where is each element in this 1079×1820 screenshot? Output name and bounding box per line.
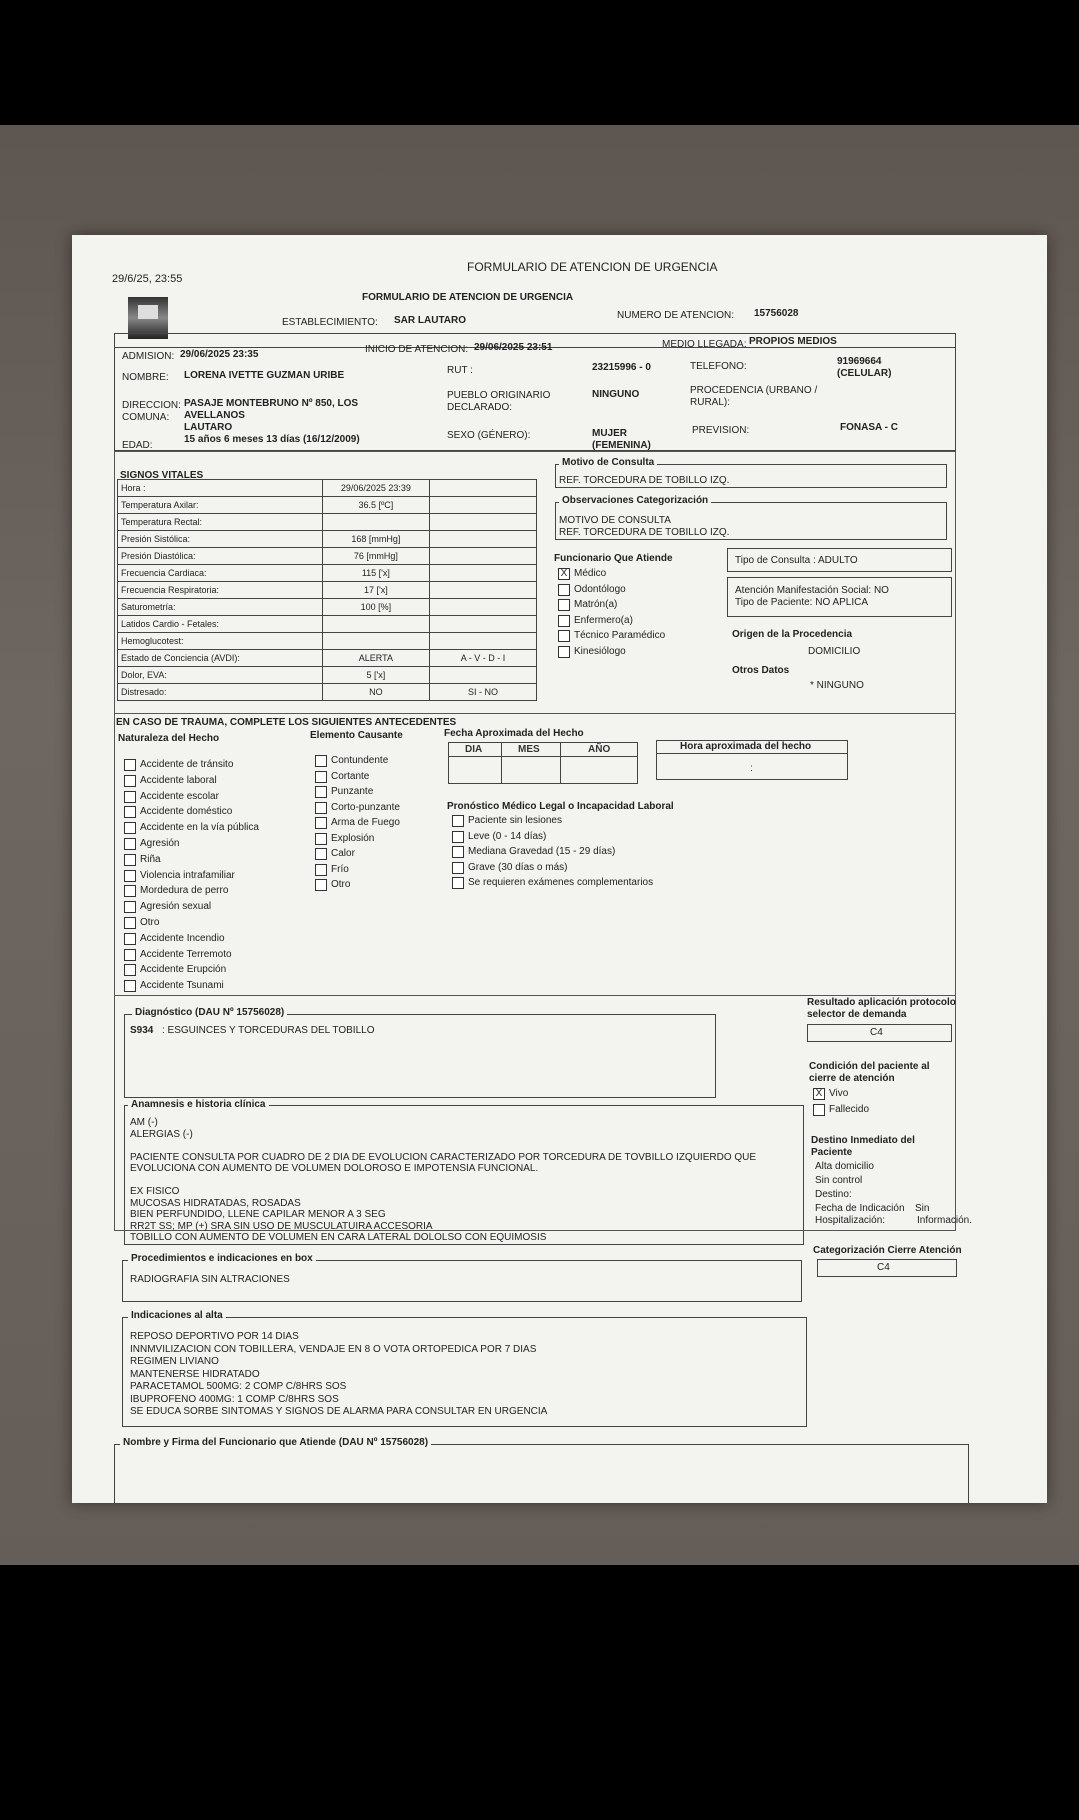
pronostico-label: Leve (0 - 14 días) xyxy=(468,830,547,842)
signos-row xyxy=(118,684,537,701)
destino-line5a: Hospitalización: xyxy=(815,1215,886,1226)
funcionario-checkbox[interactable] xyxy=(558,599,570,611)
divider xyxy=(114,713,956,714)
hora-value: : xyxy=(750,763,753,774)
sexo-value-2: (FEMENINA) xyxy=(592,440,651,451)
signos-value xyxy=(322,514,429,531)
funcionario-checkbox[interactable]: X xyxy=(558,568,570,580)
funcionario-label: Odontólogo xyxy=(574,583,626,595)
naturaleza-checkbox[interactable] xyxy=(124,980,136,992)
divider xyxy=(560,742,561,784)
sexo-label: SEXO (GÉNERO): xyxy=(447,430,531,441)
elemento-checkbox[interactable] xyxy=(315,771,327,783)
funcionario-checkbox[interactable] xyxy=(558,615,570,627)
pronostico-label: Grave (30 días o más) xyxy=(468,861,568,873)
urgency-form-paper xyxy=(72,235,1047,1503)
naturaleza-checkbox[interactable] xyxy=(124,885,136,897)
elemento-label: Punzante xyxy=(331,786,374,797)
signos-value: 115 ['x] xyxy=(322,565,429,582)
atencion-social: Atención Manifestación Social: NO xyxy=(735,585,889,596)
signos-value xyxy=(429,667,536,684)
destino-title-1: Destino Inmediato del xyxy=(811,1135,915,1146)
elemento-checkbox[interactable] xyxy=(315,833,327,845)
signos-value xyxy=(322,616,429,633)
signos-value xyxy=(429,565,536,582)
naturaleza-label: Accidente de tránsito xyxy=(140,759,234,770)
pronostico-checkbox[interactable] xyxy=(452,877,464,889)
telefono-label: TELEFONO: xyxy=(690,361,747,372)
signos-row xyxy=(118,531,537,548)
pueblo-label-2: DECLARADO: xyxy=(447,402,513,413)
naturaleza-checkbox[interactable] xyxy=(124,854,136,866)
direccion-label: DIRECCION: xyxy=(122,400,181,411)
naturaleza-title: Naturaleza del Hecho xyxy=(118,733,220,744)
anamnesis-line: MUCOSAS HIDRATADAS, ROSADAS xyxy=(130,1197,301,1209)
funcionario-checkbox[interactable] xyxy=(558,584,570,596)
signos-row xyxy=(118,582,537,599)
signos-value xyxy=(429,582,536,599)
naturaleza-checkbox[interactable] xyxy=(124,838,136,850)
print-datetime: 29/6/25, 23:55 xyxy=(112,273,183,285)
naturaleza-label: Otro xyxy=(140,917,160,928)
anamnesis-title: Anamnesis e historia clínica xyxy=(128,1099,269,1110)
admision-value: 29/06/2025 23:35 xyxy=(180,349,259,360)
pronostico-label: Se requieren exámenes complementarios xyxy=(468,877,654,888)
diagnostico-title: Diagnóstico (DAU Nº 15756028) xyxy=(132,1007,287,1018)
elemento-checkbox[interactable] xyxy=(315,802,327,814)
funcionario-label: Médico xyxy=(574,568,607,579)
pronostico-label: Mediana Gravedad (15 - 29 días) xyxy=(468,846,616,857)
admision-label: ADMISION: xyxy=(122,351,175,362)
funcionario-label: Matrón(a) xyxy=(574,599,618,610)
naturaleza-checkbox[interactable] xyxy=(124,949,136,961)
otros-value: * NINGUNO xyxy=(810,680,864,691)
naturaleza-label: Accidente escolar xyxy=(140,790,219,802)
firma-box xyxy=(114,1444,969,1503)
naturaleza-label: Riña xyxy=(140,853,161,865)
categorizacion-value: C4 xyxy=(877,1262,890,1273)
establecimiento-label: ESTABLECIMIENTO: xyxy=(282,317,378,328)
indicaciones-line: PARACETAMOL 500MG: 2 COMP C/8HRS SOS xyxy=(130,1381,347,1392)
anamnesis-line: BIEN PERFUNDIDO, LLENE CAPILAR MENOR A 3 SEG xyxy=(130,1209,386,1220)
anamnesis-line: EVOLUCIONA CON AUMENTO DE VOLUMEN DOLOROSO E IMPOTENSIA FUNCIONAL. xyxy=(130,1163,539,1174)
signos-value: NO xyxy=(322,684,429,701)
elemento-label: Cortante xyxy=(331,770,370,782)
elemento-checkbox[interactable] xyxy=(315,786,327,798)
signos-label: Frecuencia Cardiaca: xyxy=(118,565,323,582)
elemento-label: Corto-punzante xyxy=(331,801,400,813)
motivo-text: REF. TORCEDURA DE TOBILLO IZQ. xyxy=(559,475,730,486)
pronostico-checkbox[interactable] xyxy=(452,846,464,858)
funcionario-checkbox[interactable] xyxy=(558,630,570,642)
edad-value: 15 años 6 meses 13 días (16/12/2009) xyxy=(184,434,360,445)
elemento-checkbox[interactable] xyxy=(315,879,327,891)
pronostico-label: Paciente sin lesiones xyxy=(468,815,562,826)
comuna-label: COMUNA: xyxy=(122,412,170,423)
elemento-label: Contundente xyxy=(331,755,389,766)
elemento-label: Explosión xyxy=(331,832,375,844)
signos-label: Hora : xyxy=(118,480,323,497)
signos-row xyxy=(118,599,537,616)
indicaciones-title: Indicaciones al alta xyxy=(128,1310,226,1321)
destino-line5b: Información. xyxy=(917,1215,973,1226)
fecha-col-ano: AÑO xyxy=(588,744,611,755)
signos-label: Distresado: xyxy=(118,684,323,701)
diagnostico-code: S934 xyxy=(130,1025,154,1036)
naturaleza-checkbox[interactable] xyxy=(124,917,136,929)
rut-value: 23215996 - 0 xyxy=(592,362,651,373)
trauma-title: EN CASO DE TRAUMA, COMPLETE LOS SIGUIENTES ANTECEDENTES xyxy=(116,717,457,728)
elemento-label: Frío xyxy=(331,863,349,875)
destino-line4b: Sin xyxy=(915,1203,930,1214)
signos-title: SIGNOS VITALES xyxy=(120,470,204,481)
direccion-value: PASAJE MONTEBRUNO Nº 850, LOS xyxy=(184,398,359,409)
signos-value: 36.5 [ºC] xyxy=(322,497,429,514)
observaciones-line2: REF. TORCEDURA DE TOBILLO IZQ. xyxy=(559,527,730,538)
naturaleza-checkbox[interactable] xyxy=(124,791,136,803)
prevision-value: FONASA - C xyxy=(840,422,898,433)
divider xyxy=(114,995,956,996)
funcionario-label: Enfermero(a) xyxy=(574,614,633,626)
anamnesis-line: ALERGIAS (-) xyxy=(130,1128,193,1140)
firma-title: Nombre y Firma del Funcionario que Atiende (DAU Nº 15756028) xyxy=(120,1437,431,1448)
tipo-paciente: Tipo de Paciente: NO APLICA xyxy=(735,597,869,608)
signos-row xyxy=(118,565,537,582)
medio-value: PROPIOS MEDIOS xyxy=(749,336,837,347)
naturaleza-label: Accidente laboral xyxy=(140,774,217,786)
signos-value: 5 ['x] xyxy=(322,667,429,684)
signos-value: SI - NO xyxy=(429,684,536,701)
inicio-label: INICIO DE ATENCION: xyxy=(365,344,469,355)
categorizacion-title: Categorización Cierre Atención xyxy=(813,1245,962,1256)
elemento-title: Elemento Causante xyxy=(310,730,403,741)
naturaleza-label: Mordedura de perro xyxy=(140,885,229,897)
hora-title: Hora aproximada del hecho xyxy=(680,741,812,752)
naturaleza-label: Accidente Incendio xyxy=(140,932,225,944)
signos-value: 17 ['x] xyxy=(322,582,429,599)
procedimientos-title: Procedimientos e indicaciones en box xyxy=(128,1253,316,1264)
funcionario-title: Funcionario Que Atiende xyxy=(554,553,673,564)
naturaleza-label: Accidente doméstico xyxy=(140,806,233,818)
signos-value: 168 [mmHg] xyxy=(322,531,429,548)
condicion-title-1: Condición del paciente al xyxy=(809,1061,930,1072)
naturaleza-label: Violencia intrafamiliar xyxy=(140,869,235,881)
destino-line3: Destino: xyxy=(815,1189,852,1200)
naturaleza-label: Accidente Erupción xyxy=(140,964,227,976)
procedencia-label-2: RURAL): xyxy=(690,397,731,408)
naturaleza-label: Agresión sexual xyxy=(140,901,212,913)
condicion-title-2: cierre de atención xyxy=(809,1073,895,1084)
signos-label: Presión Sistólica: xyxy=(118,531,323,548)
signos-value xyxy=(322,633,429,650)
pronostico-checkbox[interactable] xyxy=(452,815,464,827)
naturaleza-checkbox[interactable] xyxy=(124,775,136,787)
signos-value xyxy=(429,497,536,514)
naturaleza-label: Accidente en la vía pública xyxy=(140,822,259,834)
naturaleza-checkbox[interactable] xyxy=(124,822,136,834)
print-title: FORMULARIO DE ATENCION DE URGENCIA xyxy=(467,260,718,274)
nombre-label: NOMBRE: xyxy=(122,372,169,383)
signos-row xyxy=(118,548,537,565)
anamnesis-line: AM (-) xyxy=(130,1117,158,1128)
signos-label: Hemoglucotest: xyxy=(118,633,323,650)
observaciones-title: Observaciones Categorización xyxy=(559,495,711,506)
naturaleza-label: Accidente Tsunami xyxy=(140,980,224,992)
resultado-title-1: Resultado aplicación protocolo xyxy=(807,997,956,1008)
signos-label: Frecuencia Respiratoria: xyxy=(118,582,323,599)
naturaleza-checkbox[interactable] xyxy=(124,901,136,913)
indicaciones-line: IBUPROFENO 400MG: 1 COMP C/8HRS SOS xyxy=(130,1393,339,1405)
destino-title-2: Paciente xyxy=(811,1147,853,1158)
comuna-value-1: AVELLANOS xyxy=(184,410,245,421)
medio-label: MEDIO LLEGADA: xyxy=(662,339,747,350)
signos-row xyxy=(118,480,537,497)
pronostico-checkbox[interactable] xyxy=(452,831,464,843)
destino-line2: Sin control xyxy=(815,1175,863,1186)
origen-value: DOMICILIO xyxy=(808,646,861,657)
numero-atencion-value: 15756028 xyxy=(754,308,799,319)
destino-line1: Alta domicilio xyxy=(815,1161,874,1172)
indicaciones-line: MANTENERSE HIDRATADO xyxy=(130,1368,260,1380)
elemento-checkbox[interactable] xyxy=(315,817,327,829)
signos-vitales-table xyxy=(117,479,537,701)
otros-title: Otros Datos xyxy=(732,665,790,676)
signos-value xyxy=(429,616,536,633)
signos-value: 76 [mmHg] xyxy=(322,548,429,565)
numero-atencion-label: NUMERO DE ATENCION: xyxy=(617,310,735,321)
fecha-title: Fecha Aproximada del Hecho xyxy=(444,728,584,739)
signos-value: ALERTA xyxy=(322,650,429,667)
indicaciones-line: SE EDUCA SORBE SINTOMAS Y SIGNOS DE ALARMA PARA CONSULTAR EN URGENCIA xyxy=(130,1406,548,1417)
vivo-label: Vivo xyxy=(829,1088,849,1099)
resultado-value: C4 xyxy=(870,1027,883,1038)
pronostico-title: Pronóstico Médico Legal o Incapacidad Laboral xyxy=(447,801,674,812)
signos-row xyxy=(118,616,537,633)
signos-value xyxy=(429,480,536,497)
funcionario-label: Kinesiólogo xyxy=(574,645,626,657)
anamnesis-line: EX FISICO xyxy=(130,1186,180,1197)
sexo-value-1: MUJER xyxy=(592,428,628,439)
fallecido-checkbox[interactable] xyxy=(813,1104,825,1116)
signos-label: Dolor, EVA: xyxy=(118,667,323,684)
pueblo-label-1: PUEBLO ORIGINARIO xyxy=(447,390,551,401)
elemento-label: Calor xyxy=(331,848,355,859)
elemento-label: Arma de Fuego xyxy=(331,817,400,828)
divider xyxy=(501,742,502,784)
elemento-checkbox[interactable] xyxy=(315,848,327,860)
signos-value xyxy=(429,633,536,650)
signos-row xyxy=(118,497,537,514)
signos-row xyxy=(118,514,537,531)
elemento-checkbox[interactable] xyxy=(315,864,327,876)
funcionario-label: Técnico Paramédico xyxy=(574,630,666,641)
form-title: FORMULARIO DE ATENCION DE URGENCIA xyxy=(362,292,574,303)
indicaciones-line: REPOSO DEPORTIVO POR 14 DIAS xyxy=(130,1331,299,1342)
signos-label: Saturometría: xyxy=(118,599,323,616)
naturaleza-checkbox[interactable] xyxy=(124,964,136,976)
naturaleza-checkbox[interactable] xyxy=(124,870,136,882)
anamnesis-line: RR2T SS; MP (+) SRA SIN USO DE MUSCULATUIRA ACCESORIA xyxy=(130,1220,433,1232)
diagnostico-text: : ESGUINCES Y TORCEDURAS DEL TOBILLO xyxy=(162,1025,375,1036)
signos-label: Latidos Cardio - Fetales: xyxy=(118,616,323,633)
indicaciones-line: INNMVILIZACION CON TOBILLERA, VENDAJE EN 8 O VOTA ORTOPEDICA POR 7 DIAS xyxy=(130,1343,537,1355)
indicaciones-line: REGIMEN LIVIANO xyxy=(130,1356,219,1367)
procedencia-label-1: PROCEDENCIA (URBANO / xyxy=(690,385,818,396)
signos-value xyxy=(429,531,536,548)
telefono-value: 91969664 xyxy=(837,356,882,367)
telefono-type: (CELULAR) xyxy=(837,368,892,379)
signos-label: Estado de Conciencia (AVDI): xyxy=(118,650,323,667)
vivo-checkbox[interactable]: X xyxy=(813,1088,825,1100)
prevision-label: PREVISION: xyxy=(692,425,750,436)
naturaleza-checkbox[interactable] xyxy=(124,759,136,771)
resultado-title-2: selector de demanda xyxy=(807,1009,907,1020)
anamnesis-line: TOBILLO CON AUMENTO DE VOLUMEN EN CARA LATERAL DOLOLSO CON EQUIMOSIS xyxy=(130,1232,547,1243)
fallecido-label: Fallecido xyxy=(829,1104,870,1115)
signos-value: 29/06/2025 23:39 xyxy=(322,480,429,497)
anamnesis-line: PACIENTE CONSULTA POR CUADRO DE 2 DIA DE EVOLUCION CARACTERIZADO POR TORCEDURA DE TOVBILLO IZQUIERDO QUE xyxy=(130,1151,757,1163)
motivo-title: Motivo de Consulta xyxy=(559,457,657,468)
establecimiento-value: SAR LAUTARO xyxy=(394,315,467,326)
comuna-value-2: LAUTARO xyxy=(184,422,233,433)
naturaleza-checkbox[interactable] xyxy=(124,933,136,945)
inicio-value: 29/06/2025 23:51 xyxy=(474,342,553,353)
naturaleza-checkbox[interactable] xyxy=(124,806,136,818)
pueblo-value: NINGUNO xyxy=(592,389,640,400)
signos-value: 100 [%] xyxy=(322,599,429,616)
pronostico-checkbox[interactable] xyxy=(452,862,464,874)
signos-label: Presión Diastólica: xyxy=(118,548,323,565)
edad-label: EDAD: xyxy=(122,440,153,451)
observaciones-line1: MOTIVO DE CONSULTA xyxy=(559,515,671,526)
tipo-consulta: Tipo de Consulta : ADULTO xyxy=(735,555,858,566)
procedimientos-text: RADIOGRAFIA SIN ALTRACIONES xyxy=(130,1274,290,1285)
signos-value xyxy=(429,599,536,616)
naturaleza-label: Agresión xyxy=(140,838,180,849)
fecha-col-dia: DIA xyxy=(465,744,483,755)
signos-value xyxy=(429,548,536,565)
signos-row xyxy=(118,667,537,684)
funcionario-checkbox[interactable] xyxy=(558,646,570,658)
naturaleza-label: Accidente Terremoto xyxy=(140,948,232,960)
signos-label: Temperatura Axilar: xyxy=(118,497,323,514)
elemento-checkbox[interactable] xyxy=(315,755,327,767)
signos-label: Temperatura Rectal: xyxy=(118,514,323,531)
signos-row xyxy=(118,633,537,650)
divider xyxy=(656,753,848,754)
signos-value xyxy=(429,514,536,531)
signos-row xyxy=(118,650,537,667)
destino-line4a: Fecha de Indicación xyxy=(815,1203,905,1214)
nombre-value: LORENA IVETTE GUZMAN URIBE xyxy=(184,370,345,381)
elemento-label: Otro xyxy=(331,879,351,890)
fecha-col-mes: MES xyxy=(518,744,540,755)
origen-title: Origen de la Procedencia xyxy=(732,629,853,640)
divider xyxy=(448,756,638,757)
rut-label: RUT : xyxy=(447,365,473,376)
signos-value: A - V - D - I xyxy=(429,650,536,667)
